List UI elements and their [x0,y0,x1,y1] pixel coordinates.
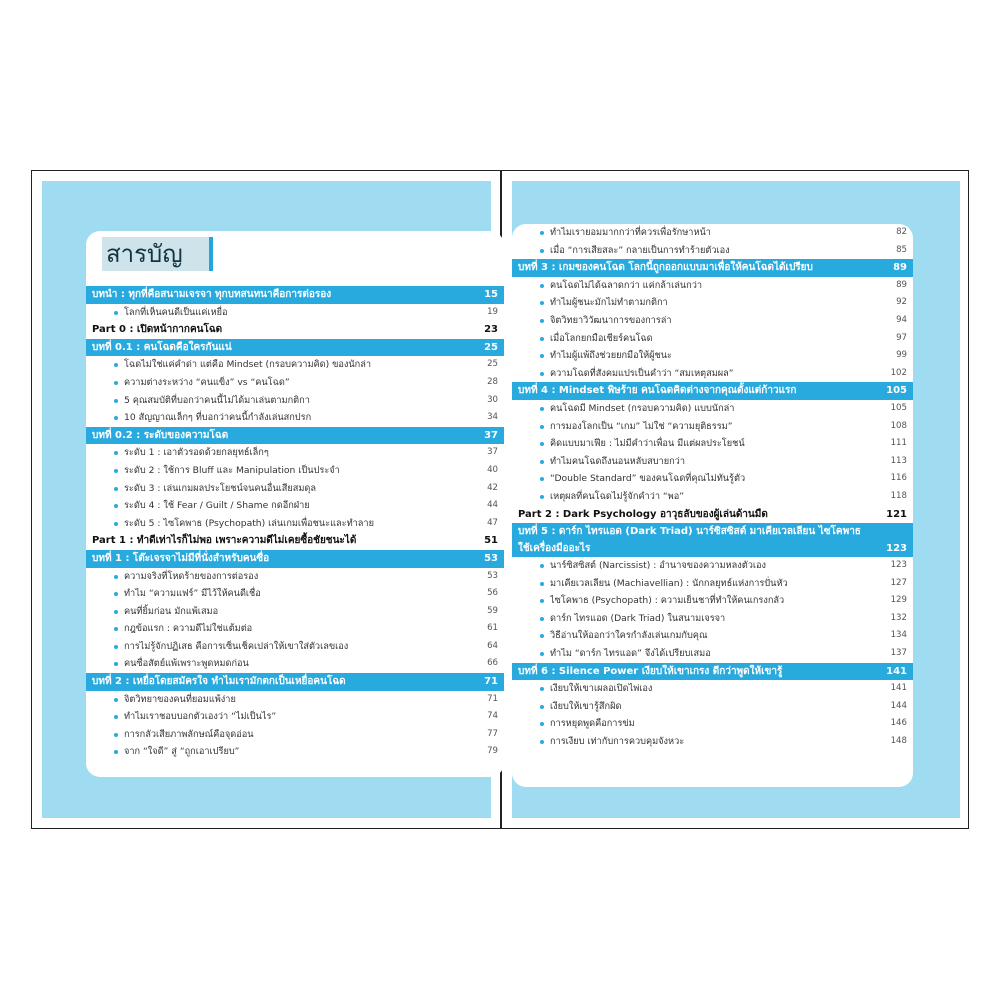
toc-entry-row[interactable] [86,620,504,638]
toc-entry-title: ทำไม “ความแฟร์” มีไว้ให้คนดีเชื่อ [124,588,261,600]
toc-page-number: 102 [890,367,907,378]
toc-entry-title: 5 คุณสมบัติที่บอกว่าคนนี้ไม่ได้มาเล่นตามกติกา [124,394,310,406]
bullet-icon [114,363,118,367]
toc-entry-row[interactable] [86,603,504,621]
toc-page-number: 92 [896,297,907,308]
toc-entry-row[interactable] [512,592,913,610]
toc-entry-title: จิตวิทยาของคนที่ยอมแพ้ง่าย [124,693,236,705]
toc-page-number: 144 [890,700,907,711]
toc-page-number: 123 [890,560,907,571]
toc-entry-title: จาก “ใจดี” สู่ “ถูกเอาเปรียบ” [124,746,240,758]
right-page [512,181,960,818]
bullet-icon [114,645,118,649]
toc-entry-row[interactable] [86,497,504,515]
toc-page-number: 34 [487,412,498,423]
toc-entry-title: เหตุผลที่คนโฉดไม่รู้จักคำว่า “พอ” [550,490,685,502]
bullet-icon [540,301,544,305]
bullet-icon [114,715,118,719]
bullet-icon [540,372,544,376]
bullet-icon [114,311,118,315]
toc-entry-row[interactable] [512,224,913,242]
toc-page-number: 42 [487,482,498,493]
toc-entry-title: ระดับ 2 : ใช้การ Bluff และ Manipulation เป็นประจำ [124,464,340,476]
toc-entry-row[interactable] [86,585,504,603]
toc-page-number: 25 [487,359,498,370]
toc-entry-title: ความโฉดที่สังคมแปรเป็นคำว่า “สมเหตุสมผล” [550,367,734,379]
toc-entry-row[interactable] [512,277,913,295]
toc-page-number: 99 [896,350,907,361]
toc-chapter-row[interactable] [86,427,504,445]
toc-page-number: 82 [896,227,907,237]
bullet-icon [114,451,118,455]
bullet-icon [540,582,544,586]
toc-page-number: 25 [484,341,498,353]
toc-entry-title: คนที่ยิ้มก่อน มักแพ้เสมอ [124,605,219,617]
toc-entry-row[interactable] [512,312,913,330]
toc-entry-title: โฉดไม่ใช่แค่คำด่า แต่คือ Mindset (กรอบความคิด) ของนักล่า [124,359,372,371]
toc-entry-title: นาร์ซิสซิสต์ (Narcissist) : อำนาจของความหลงตัวเอง [550,560,766,572]
toc-entry-title: ไซโคพาธ (Psychopath) : ความเย็นชาที่ทำให้คนเกรงกลัว [550,595,785,607]
toc-entry-row[interactable] [86,638,504,656]
bullet-icon [540,442,544,446]
toc-page-number: 56 [487,588,498,599]
toc-page-number: 132 [890,612,907,623]
bullet-icon [114,399,118,403]
bullet-icon [540,249,544,253]
toc-page-number: 116 [890,473,907,484]
bullet-icon [540,460,544,464]
toc-entry-row[interactable] [86,515,504,533]
toc-page-number: 44 [487,500,498,511]
toc-entry-title: วิธีอ่านให้ออกว่าใครกำลังเล่นเกมกับคุณ [550,630,708,642]
toc-page-number: 105 [890,402,907,413]
toc-page-number: 108 [890,420,907,431]
toc-page-number: 85 [896,244,907,255]
toc-entry-title: บทที่ 4 : Mindset พิษร้าย คนโฉดคิดต่างจากคุณตั้งแต่ก้าวแรก [518,385,797,397]
toc-entry-row[interactable] [512,294,913,312]
toc-entry-row[interactable] [86,480,504,498]
toc-chapter-row[interactable] [86,550,504,568]
toc-entry-title: การมองโลกเป็น “เกม” ไม่ใช่ “ความยุติธรรม” [550,420,733,432]
toc-entry-row[interactable] [512,488,913,506]
toc-entry-title: คนโฉดไม่ได้ฉลาดกว่า แค่กล้าเล่นกว่า [550,279,703,291]
toc-page-number: 37 [487,447,498,458]
toc-entry-title: กฎข้อแรก : ความดีไม่ใช่แต้มต่อ [124,623,253,635]
toc-chapter-row[interactable] [86,673,504,691]
toc-entry-title: การไม่รู้จักปฏิเสธ คือการเซ็นเช็คเปล่าให้เขาใส่ตัวเลขเอง [124,640,349,652]
toc-entry-row[interactable] [512,715,913,733]
toc-page-number: 118 [890,490,907,501]
toc-entry-title: คิดแบบมาเฟีย : ไม่มีคำว่าเพื่อน มีแต่ผลประโยชน์ [550,438,745,450]
toc-entry-row[interactable] [512,435,913,453]
toc-page-number: 111 [890,438,907,449]
bullet-icon [114,592,118,596]
toc-entry-row[interactable] [86,568,504,586]
toc-page-number: 89 [893,262,907,274]
toc-entry-row[interactable] [86,743,504,761]
toc-entry-title: คนโฉดมี Mindset (กรอบความคิด) แบบนักล่า [550,402,735,414]
toc-entry-row[interactable] [512,698,913,716]
toc-entry-row[interactable] [86,726,504,744]
bullet-icon [540,564,544,568]
toc-entry-title: ความจริงที่โหดร้ายของการต่อรอง [124,570,259,582]
toc-page-number: 146 [890,718,907,729]
bullet-icon [114,416,118,420]
bullet-icon [114,522,118,526]
toc-entry-row[interactable] [86,444,504,462]
toc-entry-title: Part 0 : เปิดหน้ากากคนโฉด [92,324,223,336]
toc-entry-title: คนซื่อสัตย์แพ้เพราะพูดหมดก่อน [124,658,249,670]
title-accent-bar [209,237,213,271]
toc-part-row[interactable] [86,321,504,339]
toc-entry-title: ระดับ 3 : เล่นเกมผลประโยชน์จนคนอื่นเสียสมดุล [124,482,317,494]
bullet-icon [540,687,544,691]
toc-page-number: 47 [487,517,498,528]
bullet-icon [540,337,544,341]
toc-page-number: 53 [484,552,498,564]
bullet-icon [540,284,544,288]
toc-entry-title: โลกที่เห็นคนดีเป็นแค่เหยื่อ [124,306,228,318]
toc-entry-title: ความต่างระหว่าง “คนแข็ง” vs “คนโฉด” [124,376,290,388]
toc-page-number: 127 [890,577,907,588]
toc-entry-title: 10 สัญญาณเล็กๆ ที่บอกว่าคนนี้กำลังเล่นสกปรก [124,412,312,424]
bullet-icon [540,652,544,656]
toc-entry-row[interactable] [512,733,913,751]
bullet-icon [540,495,544,499]
toc-entry-row[interactable] [512,645,913,663]
toc-page-number: 77 [487,728,498,739]
toc-entry-title: ทำไมผู้ชนะมักไม่ทำตามกติกา [550,297,668,309]
bullet-icon [114,575,118,579]
toc-page-number: 71 [487,693,498,704]
bullet-icon [540,477,544,481]
toc-page-number: 30 [487,394,498,405]
toc-chapter-row[interactable] [512,663,913,681]
toc-page-number: 53 [487,570,498,581]
toc-entry-row[interactable] [86,374,504,392]
toc-chapter-row[interactable] [512,259,913,277]
toc-page-number: 19 [487,306,498,317]
toc-page-number: 134 [890,630,907,641]
toc-entry-row[interactable] [86,691,504,709]
book-spread [31,170,969,829]
bullet-icon [540,705,544,709]
toc-entry-title: ทำไมคนโฉดถึงนอนหลับสบายกว่า [550,455,685,467]
bullet-icon [540,740,544,744]
toc-entry-row[interactable] [512,627,913,645]
toc-entry-title: จิตวิทยาวิวัฒนาการของการล่า [550,314,672,326]
toc-page-number: 121 [886,508,907,520]
bullet-icon [114,627,118,631]
toc-entry-row[interactable] [86,356,504,374]
toc-entry-title: ทำไมเราชอบบอกตัวเองว่า “ไม่เป็นไร” [124,711,277,723]
bullet-icon [540,319,544,323]
bullet-icon [540,617,544,621]
bullet-icon [114,381,118,385]
bullet-icon [114,504,118,508]
toc-entry-row[interactable] [86,409,504,427]
toc-page-number: 28 [487,376,498,387]
bullet-icon [540,354,544,358]
toc-entry-row[interactable] [512,365,913,383]
toc-entry-title: เงียบให้เขารู้สึกผิด [550,700,622,712]
toc-page-number: 105 [886,385,907,397]
toc-entry-row[interactable] [512,330,913,348]
toc-page-number: 23 [484,324,498,336]
toc-entry-title: Part 2 : Dark Psychology อาวุธลับของผู้เล่นด้านมืด [518,508,768,520]
bullet-icon [540,425,544,429]
toc-page-number: 148 [890,736,907,747]
toc-page-number: 141 [890,683,907,694]
toc-entry-row[interactable] [86,708,504,726]
toc-entry-title: บทที่ 0.1 : คนโฉดคือใครกันแน่ [92,341,232,353]
toc-list-right [512,224,913,751]
toc-card-right [512,224,913,787]
toc-page-number: 79 [487,746,498,757]
toc-entry-row[interactable] [512,470,913,488]
toc-page-number: 51 [484,535,498,547]
toc-page-number: 15 [484,289,498,300]
toc-page-number: 141 [886,665,907,677]
toc-entry-row[interactable] [86,304,504,322]
toc-entry-row[interactable] [512,557,913,575]
toc-entry-row[interactable] [512,418,913,436]
toc-page-number: 37 [484,429,498,441]
toc-page-number: 129 [890,595,907,606]
toc-entry-title: เงียบให้เขาเผลอเปิดไพ่เอง [550,683,653,695]
bullet-icon [114,750,118,754]
toc-chapter-row[interactable] [512,382,913,400]
bullet-icon [114,487,118,491]
toc-part-row[interactable] [86,532,504,550]
toc-card-left [86,231,504,777]
toc-entry-row[interactable] [512,575,913,593]
toc-page-number: 66 [487,658,498,669]
toc-entry-row[interactable] [512,347,913,365]
toc-entry-title: บทที่ 3 : เกมของคนโฉด โลกนี้ถูกออกแบบมาเพื่อให้คนโฉดได้เปรียบ [518,262,813,274]
toc-entry-row[interactable] [86,655,504,673]
toc-chapter-row[interactable] [86,339,504,357]
toc-entry-row[interactable] [86,392,504,410]
toc-page-number: 61 [487,623,498,634]
toc-entry-title: ระดับ 5 : ไซโคพาธ (Psychopath) เล่นเกมเพื่อชนะและทำลาย [124,517,374,529]
toc-page-number: 94 [896,314,907,325]
toc-entry-title: การหยุดพูดคือการข่ม [550,718,635,730]
toc-part-row[interactable] [512,506,913,524]
toc-entry-title: เมื่อ “การเสียสละ” กลายเป็นการทำร้ายตัวเอง [550,244,730,256]
toc-entry-row[interactable] [86,462,504,480]
toc-page-number: 40 [487,464,498,475]
toc-entry-row[interactable] [512,400,913,418]
toc-page-number: 137 [890,648,907,659]
bullet-icon [540,407,544,411]
toc-chapter-row[interactable] [512,523,913,557]
bullet-icon [540,599,544,603]
toc-entry-title: บทที่ 6 : Silence Power เงียบให้เขาเกรง ดีกว่าพูดให้เขารู้ [518,665,783,677]
toc-entry-title: มาเคียเวลเลียน (Machiavellian) : นักกลยุทธ์แห่งการปั่นหัว [550,577,788,589]
bullet-icon [114,469,118,473]
toc-entry-title: ดาร์ก ไทรแอด (Dark Triad) ในสนามเจรจา [550,612,726,624]
toc-entry-title: บทนำ : ทุกที่คือสนามเจรจา ทุกบทสนทนาคือการต่อรอง [92,289,332,300]
toc-entry-title: การกลัวเสียภาพลักษณ์คือจุดอ่อน [124,728,254,740]
toc-chapter-row[interactable] [86,286,504,304]
toc-entry-title: บทที่ 5 : ดาร์ก ไทรแอด (Dark Triad) นาร์ซิสซิสต์ มาเคียเวลเลียน ไซโคพาธ ใช้เครื่องมืออะไร [518,526,861,555]
left-page [42,181,498,818]
toc-entry-title: บทที่ 2 : เหยื่อโดยสมัครใจ ทำไมเรามักตกเป็นเหยื่อคนโฉด [92,676,346,688]
toc-entry-row[interactable] [512,242,913,260]
bullet-icon [114,610,118,614]
toc-entry-row[interactable] [512,610,913,628]
toc-list-left [86,286,504,761]
toc-page-number: 59 [487,605,498,616]
toc-page-number: 71 [484,676,498,688]
toc-entry-title: Part 1 : ทำดีเท่าไรก็ไม่พอ เพราะความดีไม่เคยซื้อชัยชนะได้ [92,535,357,547]
toc-entry-title: บทที่ 0.2 : ระดับของความโฉด [92,429,229,441]
bullet-icon [114,733,118,737]
toc-title: สารบัญ [102,237,209,271]
toc-entry-row[interactable] [512,453,913,471]
toc-entry-title: ระดับ 1 : เอาตัวรอดด้วยกลยุทธ์เล็กๆ [124,447,269,459]
toc-entry-title: การเงียบ เท่ากับการควบคุมจังหวะ [550,736,685,748]
toc-entry-title: ทำไมเรายอมมากกว่าที่ควรเพื่อรักษาหน้า [550,227,711,238]
toc-entry-row[interactable] [512,680,913,698]
toc-page-number: 64 [487,640,498,651]
toc-page-number: 89 [896,279,907,290]
toc-page-number: 97 [896,332,907,343]
bullet-icon [114,662,118,666]
bullet-icon [540,722,544,726]
toc-entry-title: “Double Standard” ของคนโฉดที่คุณไม่ทันรู้ตัว [550,473,746,485]
toc-entry-title: ทำไมผู้แพ้ถึงช่วยยกมือให้ผู้ชนะ [550,350,672,362]
bullet-icon [114,698,118,702]
toc-entry-title: เมื่อโลกยกมือเชียร์คนโฉด [550,332,653,344]
toc-entry-title: ระดับ 4 : ใช้ Fear / Guilt / Shame กดอีกฝ่าย [124,500,310,512]
toc-entry-title: ทำไม “ดาร์ก ไทรแอด” จึงได้เปรียบเสมอ [550,648,711,660]
toc-page-number: 123 [886,543,907,555]
toc-page-number: 74 [487,711,498,722]
toc-page-number: 113 [890,455,907,466]
bullet-icon [540,634,544,638]
toc-entry-title: บทที่ 1 : โต๊ะเจรจาไม่มีที่นั่งสำหรับคนซื่อ [92,552,270,564]
bullet-icon [540,231,544,235]
